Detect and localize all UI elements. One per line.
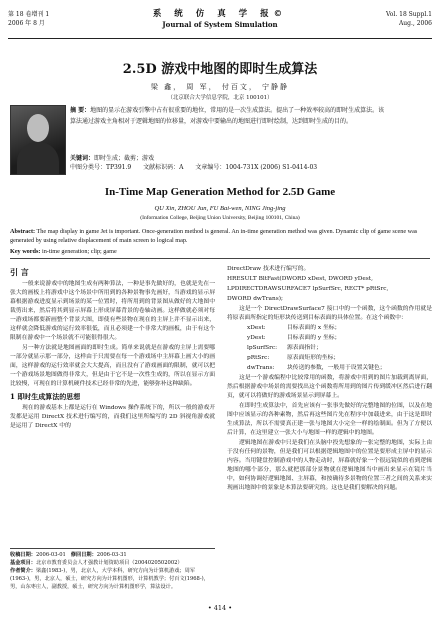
article-number: 文章编号：1004-731X (2006) S1-0414-03 bbox=[195, 164, 318, 171]
abstract-en bbox=[10, 228, 430, 245]
journal-name bbox=[128, 9, 312, 30]
keywords-en-text: in-time generation; clip; game bbox=[41, 248, 117, 255]
author-photo bbox=[10, 105, 66, 175]
parameter-item bbox=[227, 344, 432, 353]
parameter-name: yDest: bbox=[247, 335, 266, 341]
body-paragraph: 逻辑地图在游戏中只是我们在头脑中投先想象的一张完整的地图，实际上由于没有任何的景物，但是我们可以根据逻辑地图中的位置是要形成主屏中的显示内容。当用键盘控制游戏中的人物走动时，屏幕就好象一个很远镜似的看到逻辑地图的哪个部分，那么就把那部分景物就在逻辑地图当中画出来显示在镜片当中，如何协调好逻辑地图、主屏幕，和按确待多景物的位置三者之间的关系来实现画出地图中的景象是本算法要研究的。这也是我们要解决的问题。 bbox=[227, 440, 432, 491]
parameter-name: pRtSrc: bbox=[247, 355, 270, 361]
footnote-fund bbox=[10, 559, 215, 567]
page-number: • 414 • bbox=[207, 604, 233, 612]
parameter-desc: 块传送的参数，一般用于设置关键色； bbox=[287, 365, 386, 371]
footnote bbox=[10, 548, 215, 591]
parameter-desc: 源表面指针； bbox=[287, 345, 322, 351]
received-date: 2006-03-01 bbox=[35, 552, 66, 558]
affiliation-zh: （北京联合大学信息学院，北京 100101） bbox=[167, 95, 273, 101]
parameter-name: xDest: bbox=[247, 325, 266, 331]
section-intro-title: 引 言 bbox=[10, 267, 29, 277]
parameter-item bbox=[227, 324, 432, 333]
keywords-en-label: Key words: bbox=[10, 248, 41, 255]
keywords-en bbox=[10, 248, 430, 255]
authors-zh: 梁 鑫， 周 军， 付百文， 宁静静 bbox=[150, 83, 290, 91]
parameter-item bbox=[227, 354, 432, 363]
abstract-zh-label: 摘 要： bbox=[70, 107, 91, 114]
abstract-zh bbox=[70, 105, 388, 127]
parameter-item bbox=[227, 334, 432, 343]
volume-info: 第 18 卷增刊 1 bbox=[8, 11, 50, 18]
keywords-zh-text: 即时生成；截剪；游戏 bbox=[94, 155, 155, 162]
footnote-bio bbox=[10, 567, 215, 591]
body-paragraph: DirectDraw 技术进行编写的。 bbox=[227, 266, 310, 272]
parameter-desc: 目标表面的 y 坐标； bbox=[287, 335, 341, 341]
authors-en: QU Xin, ZHOU Jun, FU Bai-wen, NING Jing-jing bbox=[154, 205, 286, 212]
photo-body-shape bbox=[17, 142, 59, 175]
bio-text: 梁鑫(1983-)，男，北京人，大学本科，研究方向为计算机游戏；周军(1963-)，男，北京人，硕士，研究方向为计算机图形，计算机教学；付百文(1968-)，男，山东枣庄人，副教授，硕士，研究方向为计算机图形学，算法设计。 bbox=[10, 568, 209, 590]
parameter-name: dwTrans: bbox=[247, 365, 275, 371]
abstract-en-label: Abstract: bbox=[10, 228, 36, 235]
parameter-item bbox=[227, 364, 432, 373]
parameter-desc: 目标表面的 x 坐标； bbox=[287, 325, 341, 331]
affiliation-en: (Information College, Beijing Union University, Beijing 100101, China) bbox=[140, 215, 300, 221]
left-column bbox=[10, 265, 215, 432]
revised-label: 修回日期： bbox=[70, 552, 97, 558]
clc-number: 中图分类号：TP391.9 bbox=[70, 164, 132, 171]
abstract-zh-text: 地图的显示在游戏引擎中占有很重要的地位，常用的是一次生成算法。提出了一种效率较高的即时生成算法。该算法通过游戏主角相对于逻辑地图的位移量，对游戏中要输出的地图进行即时绘制，达到即时生成的目的。 bbox=[70, 107, 385, 125]
bio-label: 作者简介： bbox=[10, 568, 36, 574]
classification-codes bbox=[70, 162, 410, 171]
body-paragraph: 现在的游戏基本上都是运行在 Windows 操作系统下的，所以一般的游戏开发都是运用 DirectX 技术进行编写的，而我们这里所编写的 2D 斜视角游戏就是运用了 DirectX 中的 bbox=[10, 405, 215, 429]
issue-date-en: Aug., 2006 bbox=[398, 20, 432, 27]
keywords-zh bbox=[70, 153, 388, 162]
section-divider bbox=[10, 258, 430, 259]
volume-info-en: Vol. 18 Suppl.1 bbox=[386, 11, 432, 18]
code-line: DWORD dwTrans); bbox=[227, 296, 283, 302]
abstract-en-text: The map display in game Jet is important. Once-generation method is general. An in-time generation method was given. Dynamic clip of game scene was generated by using relative displacement of main screen to logical map. bbox=[10, 228, 418, 244]
right-column bbox=[227, 265, 432, 494]
fund-label: 基金项目： bbox=[10, 560, 36, 566]
received-label: 收稿日期： bbox=[10, 552, 36, 558]
document-code: 文献标识码：A bbox=[143, 164, 184, 171]
journal-name-zh: 系 统 仿 真 学 报© bbox=[152, 9, 288, 19]
running-header bbox=[8, 8, 432, 39]
journal-name-en: Journal of System Simulation bbox=[162, 20, 278, 29]
keywords-zh-label: 关键词： bbox=[70, 155, 95, 162]
body-paragraph: 这是一个 DirectDrawSurface7 接口中的一个函数，这个函数的作用就是将原表面所指定的矩形块传送到目标表面的具体位置。在这个函数中： bbox=[227, 306, 432, 321]
parameter-name: lpSurfSrc: bbox=[247, 345, 278, 351]
body-paragraph: 一般来说游戏中的地图生成有两种算法，一种是事先做好的，也就是先在一张大的画板上将游戏中这个场景中所用到的各种景物事先画好，当游戏的显示屏幕根据游戏进度显示到场景的某一位置时，将所用到的背景图从做好的大地图中裁剪出来，然后将其到显示屏幕上形成屏幕背景的卷轴动画。这样做就必须对每一游戏场都要新画整个背景大图，即使有些景物在现在的主屏上并不显示出来，这样就会降低游戏的运行效率很低，而且必须建一个非常大的画板，由于有这个限制在游戏中一个场景就不可能很得很大。 bbox=[10, 281, 215, 341]
body-paragraph: 这是一个游戏编程中比较常用的函数，将游戏中用到的图片加载到离屏面，然后根据游戏中场景的需要找出这个函数将所用到的图片传到缓冲区然后进行翻页，就可以将做好的游戏场景显示到屏幕上。 bbox=[227, 375, 432, 399]
revised-date: 2006-03-31 bbox=[96, 552, 127, 558]
photo-head-shape bbox=[27, 114, 49, 142]
paper-title-en: In-Time Map Generation Method for 2.5D Game bbox=[104, 186, 336, 198]
issue-date: 2006 年 8 月 bbox=[8, 20, 45, 27]
code-line: HRESULT BltFast(DWORD xDest, DWORD yDest, bbox=[227, 276, 373, 282]
header-left bbox=[8, 10, 49, 28]
code-line: LPDIRECTDRAWSURFACE7 lpSurfSrc, RECT* pRtSrc, bbox=[227, 286, 389, 292]
section-1-title: 1 即时生成算法的思想 bbox=[10, 392, 81, 401]
header-right bbox=[386, 10, 432, 28]
fund-text: 北京市教育委员会人才强教计划资助项目（2004020502002） bbox=[35, 560, 183, 566]
footnote-dates bbox=[10, 551, 215, 559]
body-paragraph: 另一种方法就是地图画面的即时生成。简单来说就是在游戏的主屏上需要哪一部分就显示那一部分，这样由于只需要在每一个游戏场中主屏幕上画大小的画面，这样游戏的运行效率就会大大提高，而且没有了游戏画面的限制，就可以把一个游戏场景地图做得非常大，但是由于它不是一次性生成的，所以在显示方面比较慢，可现在的计算机硬件技术已经非常的先进，能够弥补这种缺陷。 bbox=[10, 345, 215, 387]
paper-title-zh: 2.5D 游戏中地图的即时生成算法 bbox=[122, 62, 318, 77]
body-paragraph: 在即时生成算法中，首先应该有一张事先做好的完整地图的位图，以及在地图中应该显示的各种素物，然后再这些图片先在程序中加载进来，由于这是即时生成算法，所以不需要真正建一张与地图大小完全一样的绘制面。但为了方便以后计算，在这里建立一张大小与地图一样的逻辑中的地图。 bbox=[227, 403, 432, 436]
parameter-desc: 原表面矩形的坐标； bbox=[287, 355, 340, 361]
